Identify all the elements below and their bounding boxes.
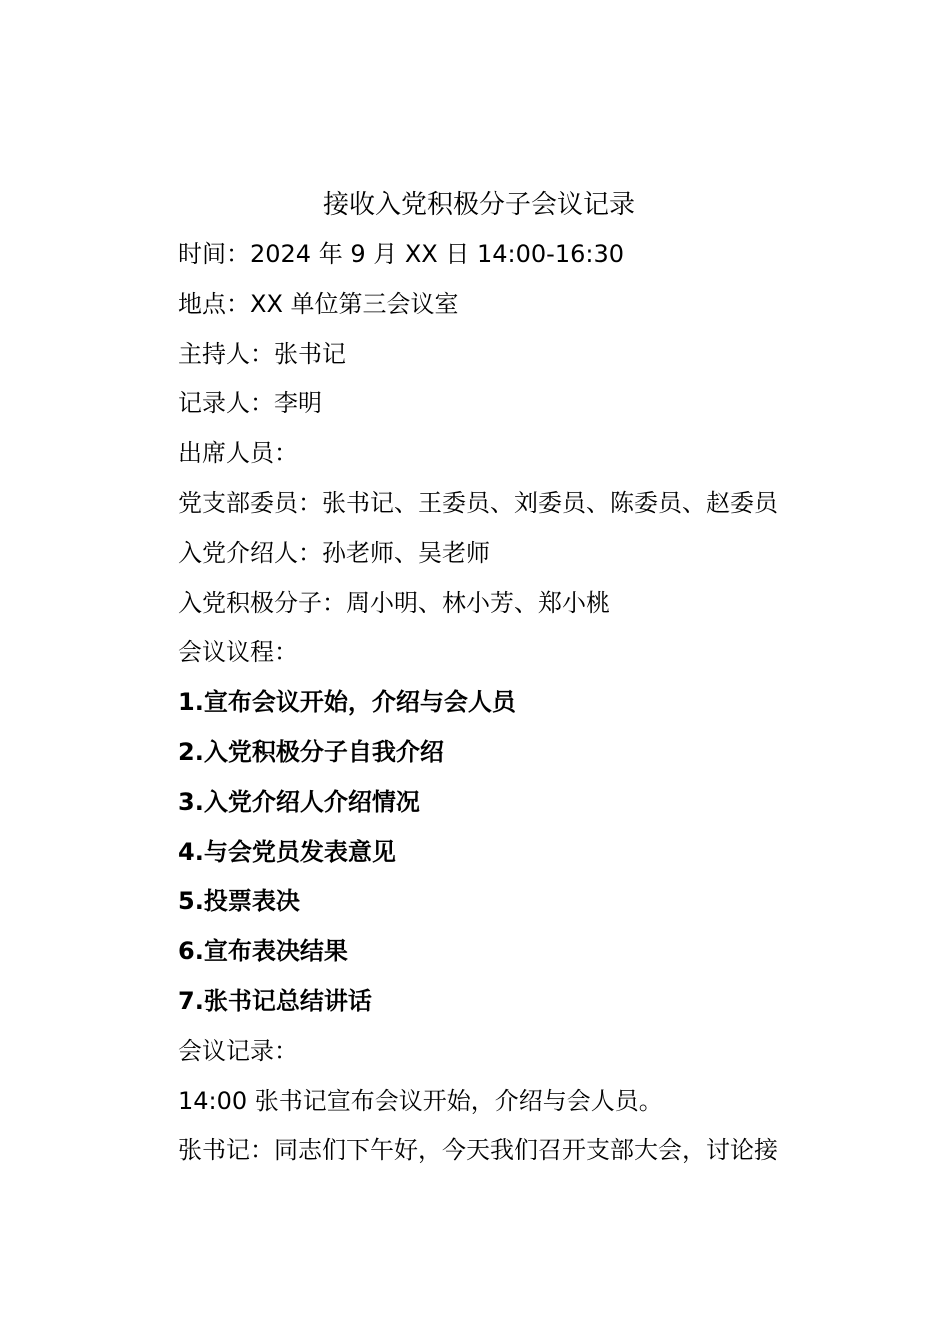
text-line: 张书记：同志们下午好，今天我们召开支部大会，讨论接 — [178, 1136, 778, 1165]
agenda-item: 5.投票表决 — [178, 887, 300, 916]
agenda-item: 7.张书记总结讲话 — [178, 986, 372, 1015]
text-line: 会议议程： — [178, 638, 298, 667]
text-line: 入党介绍人：孙老师、吴老师 — [178, 538, 490, 567]
agenda-item: 6.宣布表决结果 — [178, 937, 348, 966]
text-line: 时间：2024 年 9 月 XX 日 14:00-16:30 — [178, 240, 624, 268]
text-line: 党支部委员：张书记、王委员、刘委员、陈委员、赵委员 — [178, 488, 778, 517]
agenda-item: 1.宣布会议开始，介绍与会人员 — [178, 688, 516, 717]
text-line: 入党积极分子：周小明、林小芳、郑小桃 — [178, 588, 610, 617]
text-line: 出席人员： — [178, 439, 298, 468]
text-line: 记录人：李明 — [178, 389, 322, 418]
agenda-item: 2.入党积极分子自我介绍 — [178, 737, 444, 766]
document-title: 接收入党积极分子会议记录 — [322, 190, 635, 220]
agenda-item: 4.与会党员发表意见 — [178, 837, 396, 866]
text-line: 主持人：张书记 — [178, 339, 346, 368]
text-line: 14:00 张书记宣布会议开始，介绍与会人员。 — [178, 1086, 663, 1115]
document-body — [178, 232, 878, 1178]
agenda-item: 3.入党介绍人介绍情况 — [178, 787, 420, 816]
text-line: 地点：XX 单位第三会议室 — [178, 289, 459, 318]
text-line: 会议记录： — [178, 1036, 298, 1065]
